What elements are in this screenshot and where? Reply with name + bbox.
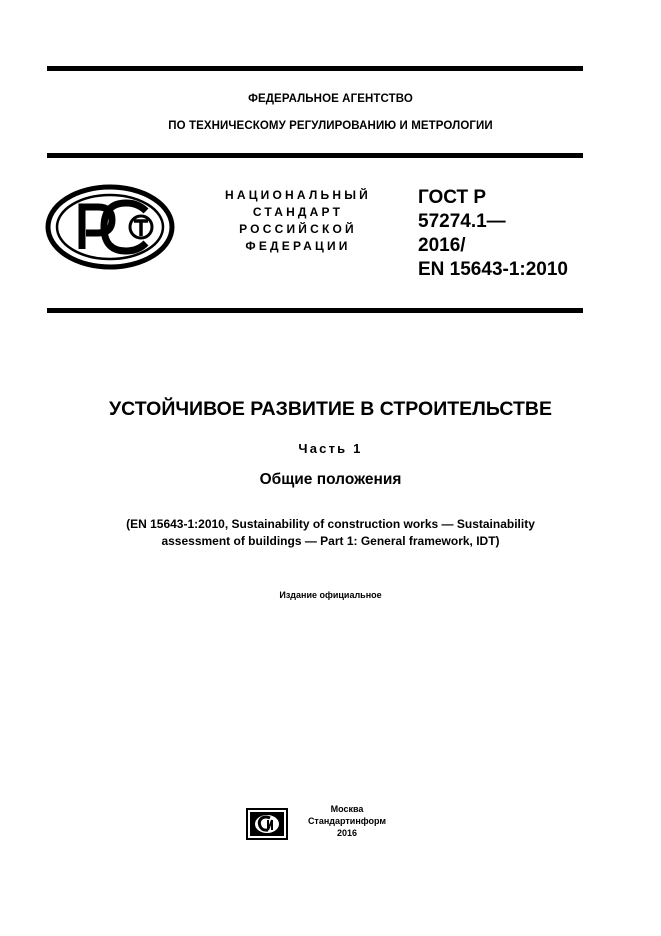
gost-r-certification-mark-icon [44, 183, 176, 271]
part-number: Часть 1 [298, 441, 363, 456]
agency-name-line-1: ФЕДЕРАЛЬНОЕ АГЕНТСТВО [248, 93, 413, 105]
reference-line-2: assessment of buildings — Part 1: General framework, IDT) [161, 534, 500, 548]
national-standard-line-2: СТАНДАРТ [252, 205, 344, 219]
designation-line-4: EN 15643-1:2010 [418, 259, 568, 280]
top-rule [47, 66, 583, 71]
imprint-year: 2016 [336, 828, 358, 838]
imprint-city: Москва [330, 804, 364, 814]
standard-designation [418, 186, 568, 282]
designation-line-3: 2016/ [418, 235, 466, 256]
document-title: УСТОЙЧИВОЕ РАЗВИТИЕ В СТРОИТЕЛЬСТВЕ [109, 398, 552, 420]
part-title: Общие положения [259, 471, 402, 488]
reference-line-1: (EN 15643-1:2010, Sustainability of construction works — Sustainability [126, 517, 535, 531]
designation-line-1: ГОСТ Р [418, 187, 487, 208]
edition-note: Издание официальное [279, 590, 382, 600]
national-standard-label [200, 187, 396, 255]
standartinform-logo-icon [246, 808, 288, 840]
agency-name-line-2: ПО ТЕХНИЧЕСКОМУ РЕГУЛИРОВАНИЮ И МЕТРОЛОГИИ [168, 120, 493, 132]
national-standard-line-3: РОССИЙСКОЙ [239, 222, 357, 236]
header-bottom-rule [47, 308, 583, 313]
national-standard-line-1: НАЦИОНАЛЬНЫЙ [224, 188, 372, 202]
header-rule [47, 153, 583, 158]
imprint-publisher: Стандартинформ [307, 816, 387, 826]
imprint [302, 803, 392, 839]
national-standard-line-4: ФЕДЕРАЦИИ [245, 239, 351, 253]
designation-line-2: 57274.1— [418, 211, 506, 232]
